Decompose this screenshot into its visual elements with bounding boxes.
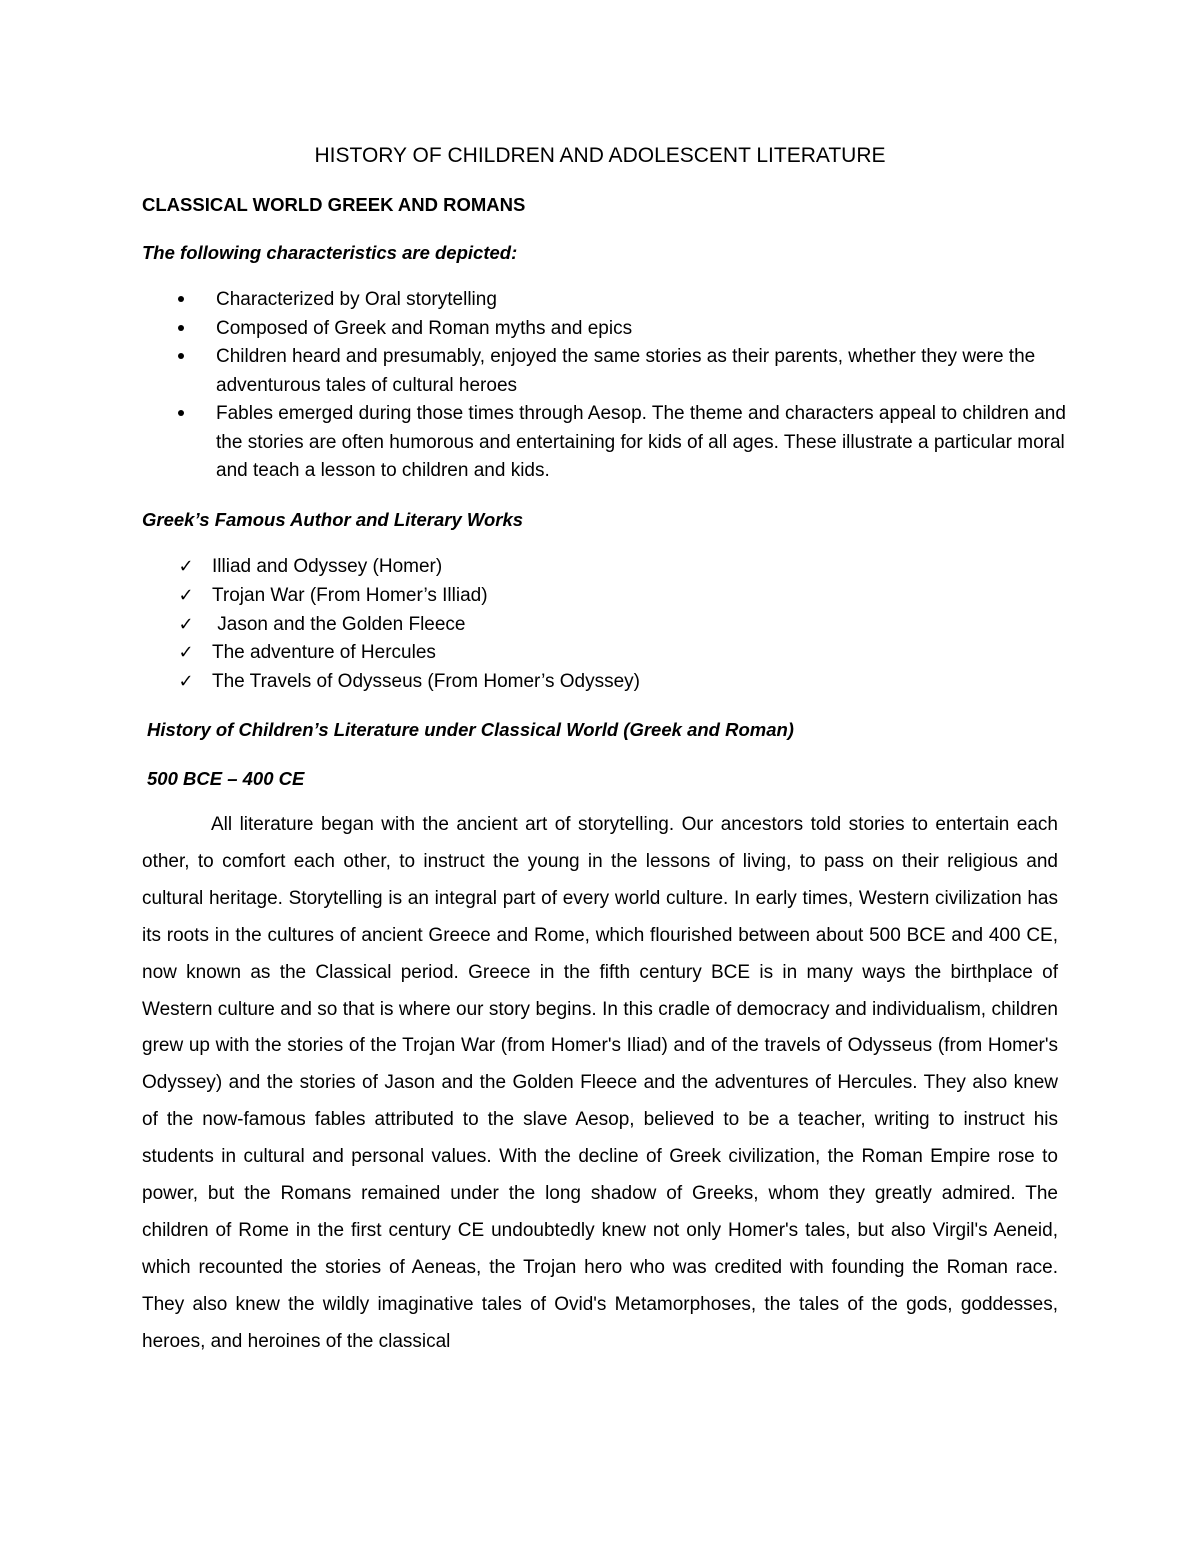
list-item — [142, 553, 1072, 582]
checkmark-icon: ✓ — [178, 613, 194, 635]
bullet-dot-icon — [178, 410, 184, 416]
list-item-text: The adventure of Hercules — [212, 642, 436, 664]
document-title: HISTORY OF CHILDREN AND ADOLESCENT LITERATURE — [314, 144, 886, 167]
history-heading: History of Children’s Literature under Classical World (Greek and Roman) — [147, 719, 794, 740]
body-paragraph: All literature began with the ancient art of storytelling. Our ancestors told stories to entertain each other, to comfort each other, to instruct the young in the lessons of living, to pass on their religious and cultural heritage. Storytelling is an integral part of every world culture. In early times, Western civilization has its roots in the cultures of ancient Greece and Rome, which flourished between about 500 BCE and 400 CE, now known as the Classical period. Greece in the fifth century BCE is in many ways the birthplace of Western culture and so that is where our story begins. In this cradle of democracy and individualism, children grew up with the stories of the Trojan War (from Homer's Iliad) and of the travels of Odysseus (from Homer's Odyssey) and the stories of Jason and the Golden Fleece and the adventures of Hercules. They also knew of the now-famous fables attributed to the slave Aesop, believed to be a teacher, writing to instruct his students in cultural and personal values. With the decline of Greek civilization, the Roman Empire rose to power, but the Romans remained under the long shadow of Greeks, whom they greatly admired. The children of Rome in the first century CE undoubtedly knew not only Homer's tales, but also Virgil's Aeneid, which recounted the stories of Aeneas, the Trojan hero who was credited with founding the Roman race. They also knew the wildly imaginative tales of Ovid's Metamorphoses, the tales of the gods, goddesses, heroes, and heroines of the classical — [142, 814, 1058, 1352]
list-item — [142, 343, 1072, 400]
list-item — [142, 668, 1072, 697]
bullet-dot-icon — [178, 353, 184, 359]
list-item-text: Characterized by Oral storytelling — [216, 289, 497, 310]
list-item-text: Trojan War (From Homer’s Illiad) — [212, 584, 488, 606]
list-item-text: Composed of Greek and Roman myths and epics — [216, 317, 633, 339]
bullet-dot-icon — [178, 296, 184, 302]
list-item-text: Fables emerged during those times through Aesop. The theme and characters appeal to children and the stories are often humorous and entertaining for kids of all ages. These illustrate a particular moral and teach a lesson to children and kids. — [216, 403, 1066, 481]
list-item — [142, 582, 1072, 611]
characteristics-list — [142, 286, 1072, 486]
list-item-text: The Travels of Odysseus (From Homer’s Odyssey) — [212, 671, 640, 693]
checkmark-icon: ✓ — [178, 584, 194, 606]
list-item — [142, 315, 1072, 344]
checkmark-icon: ✓ — [178, 556, 194, 577]
period-heading: 500 BCE – 400 CE — [147, 768, 305, 789]
characteristics-heading: The following characteristics are depicted: — [142, 242, 518, 263]
list-item-text: Illiad and Odyssey (Homer) — [212, 556, 443, 577]
checkmark-icon: ✓ — [178, 671, 194, 693]
bullet-dot-icon — [178, 325, 184, 331]
list-item — [142, 611, 1072, 640]
works-list — [142, 553, 1072, 697]
list-item — [142, 639, 1072, 668]
list-item — [142, 286, 1072, 315]
list-item — [142, 400, 1072, 486]
checkmark-icon: ✓ — [178, 642, 194, 664]
section-heading: CLASSICAL WORLD GREEK AND ROMANS — [142, 194, 526, 215]
list-item-text: Jason and the Golden Fleece — [212, 613, 466, 635]
works-heading: Greek’s Famous Author and Literary Works — [142, 509, 524, 530]
list-item-text: Children heard and presumably, enjoyed the same stories as their parents, whether they were the adventurous tales of cultural heroes — [216, 346, 1036, 396]
